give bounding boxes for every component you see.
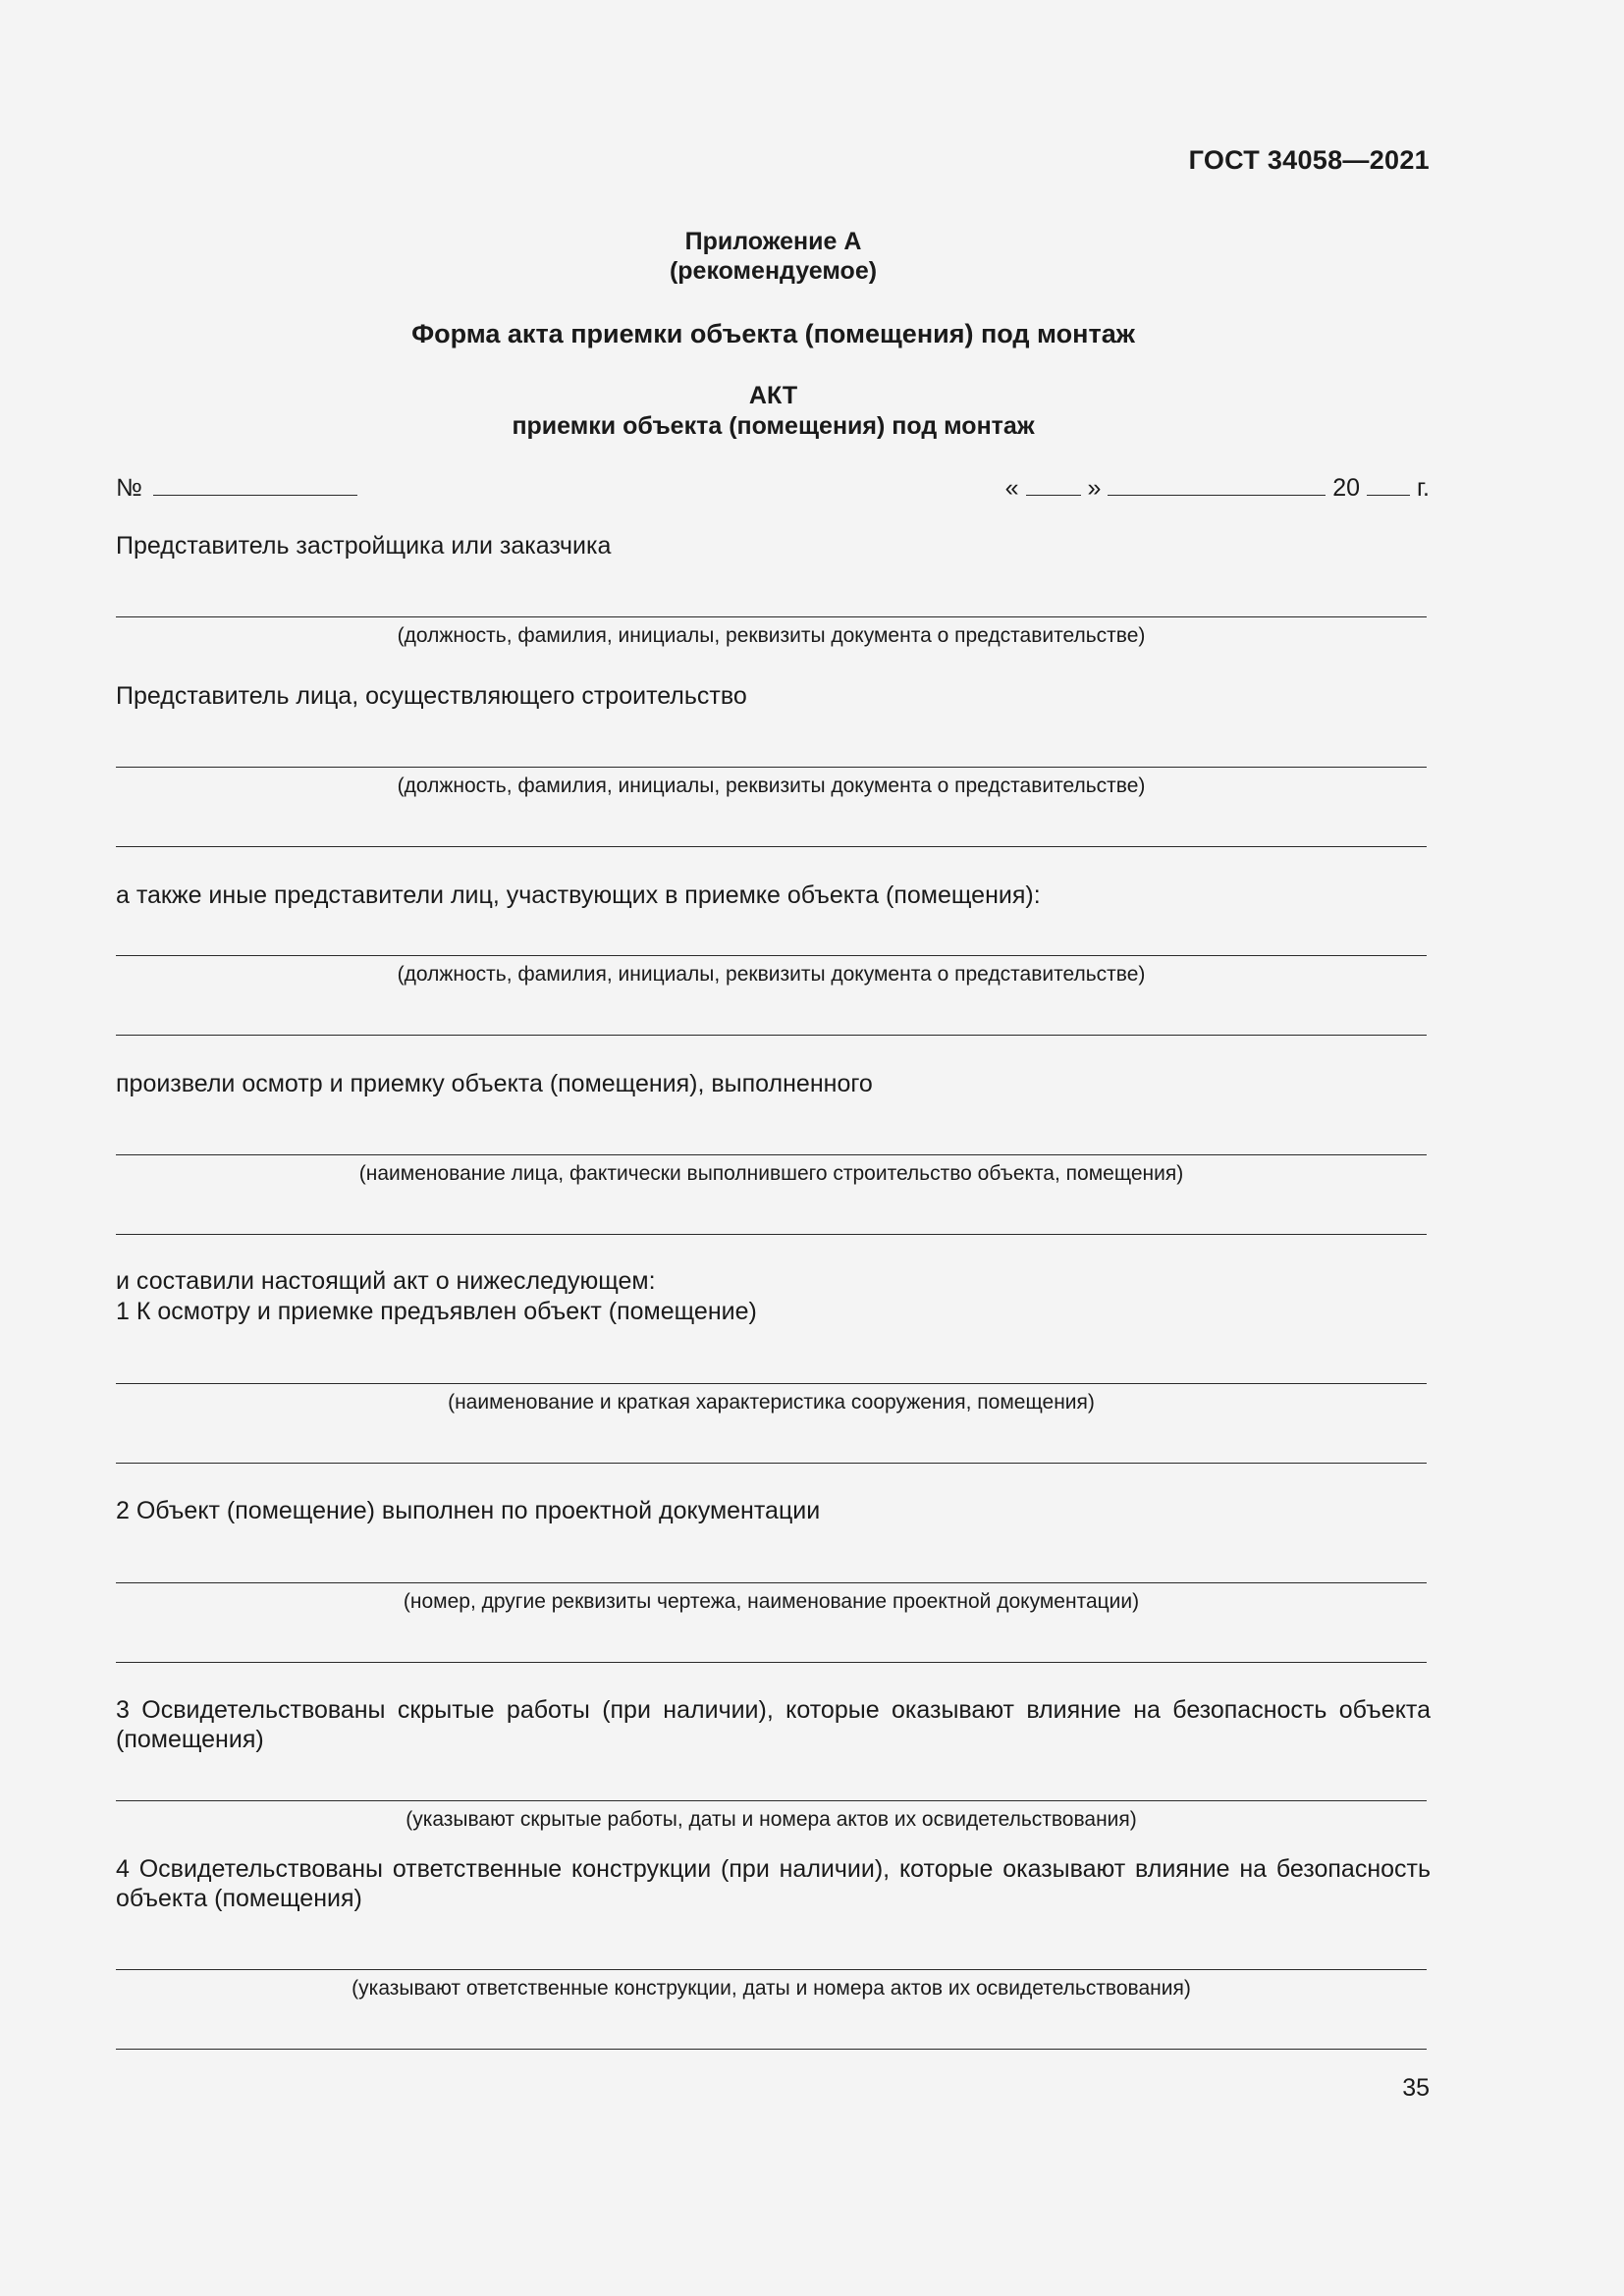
other-reps-label: а также иные представители лиц, участвующих в приемке объекта (помещения): — [116, 881, 1041, 909]
year-prefix: 20 — [1332, 474, 1361, 502]
object-line-extra[interactable] — [116, 1463, 1427, 1464]
standard-code: ГОСТ 34058—2021 — [1188, 145, 1430, 175]
builder-rep-label: Представитель лица, осуществляющего строительство — [116, 682, 747, 710]
other-reps-caption: (должность, фамилия, инициалы, реквизиты документа о представительстве) — [397, 963, 1146, 986]
performer-line-extra[interactable] — [116, 1234, 1427, 1235]
builder-rep-line[interactable] — [116, 767, 1427, 768]
other-reps-line-extra[interactable] — [116, 1035, 1427, 1036]
project-docs-caption: (номер, другие реквизиты чертежа, наименование проектной документации) — [403, 1590, 1140, 1613]
date-year-blank[interactable] — [1367, 471, 1410, 496]
number-sign: № — [116, 474, 142, 502]
year-suffix: г. — [1416, 474, 1430, 502]
page-number: 35 — [1402, 2074, 1430, 2102]
appendix-status: (рекомендуемое) — [669, 257, 878, 285]
appendix-title: Приложение А — [684, 228, 862, 255]
date-open-quote: « — [1004, 474, 1019, 502]
item4-label: 4 Освидетельствованы ответственные конструкции (при наличии), которые оказывают влияние на безопасность объекта (помещения) — [116, 1855, 1431, 1912]
object-line[interactable] — [116, 1383, 1427, 1384]
performed-label: произвели осмотр и приемку объекта (помещения), выполненного — [116, 1070, 873, 1097]
item3-label: 3 Освидетельствованы скрытые работы (при наличии), которые оказывают влияние на безопасность объекта (помещения) — [116, 1696, 1431, 1753]
act-number-blank[interactable] — [153, 471, 357, 496]
developer-rep-line[interactable] — [116, 616, 1427, 617]
form-title: Форма акта приемки объекта (помещения) под монтаж — [411, 319, 1135, 348]
developer-rep-label: Представитель застройщика или заказчика — [116, 532, 612, 560]
act-title: АКТ — [748, 382, 798, 409]
item2-label: 2 Объект (помещение) выполнен по проектной документации — [116, 1497, 821, 1524]
structures-caption: (указывают ответственные конструкции, даты и номера актов их освидетельствования) — [352, 1977, 1191, 2000]
project-docs-line-extra[interactable] — [116, 1662, 1427, 1663]
act-subtitle: приемки объекта (помещения) под монтаж — [512, 412, 1035, 440]
project-docs-line[interactable] — [116, 1582, 1427, 1583]
hidden-works-line[interactable] — [116, 1800, 1427, 1801]
date-day-blank[interactable] — [1026, 471, 1081, 496]
performer-line[interactable] — [116, 1154, 1427, 1155]
structures-line-extra[interactable] — [116, 2049, 1427, 2050]
builder-rep-caption: (должность, фамилия, инициалы, реквизиты документа о представительстве) — [397, 774, 1146, 797]
structures-line[interactable] — [116, 1969, 1427, 1970]
compiled-label: и составили настоящий акт о нижеследующем: — [116, 1267, 656, 1295]
hidden-works-caption: (указывают скрытые работы, даты и номера актов их освидетельствования) — [406, 1808, 1137, 1831]
date-close-quote: » — [1087, 474, 1102, 502]
builder-rep-line-extra[interactable] — [116, 846, 1427, 847]
act-date-line — [1005, 471, 1430, 503]
developer-rep-caption: (должность, фамилия, инициалы, реквизиты документа о представительстве) — [397, 624, 1146, 647]
other-reps-line[interactable] — [116, 955, 1427, 956]
date-month-blank[interactable] — [1108, 471, 1326, 496]
performer-caption: (наименование лица, фактически выполнившего строительство объекта, помещения) — [358, 1162, 1184, 1185]
item1-label: 1 К осмотру и приемке предъявлен объект (помещение) — [116, 1298, 757, 1325]
act-number-line — [116, 471, 357, 503]
object-caption: (наименование и краткая характеристика сооружения, помещения) — [448, 1391, 1095, 1414]
